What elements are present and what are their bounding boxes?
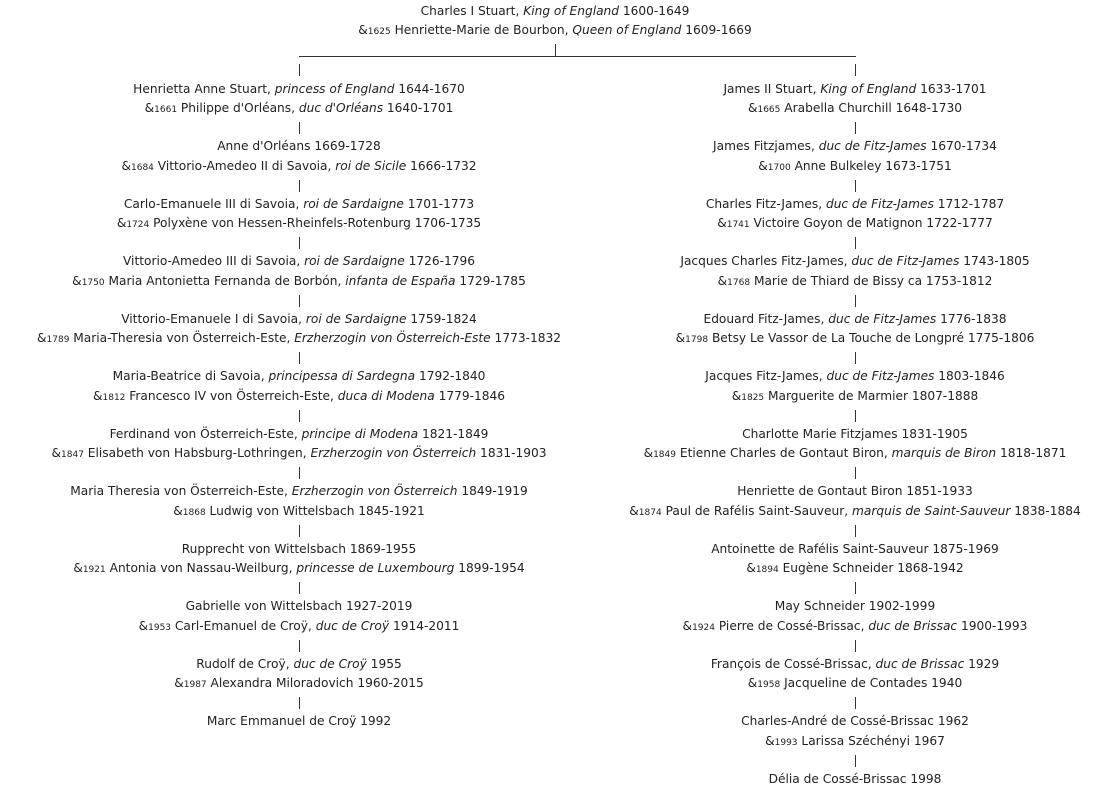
spouse-title: duc d'Orléans — [298, 101, 384, 115]
branch-connector — [299, 56, 856, 57]
person-name: François de Cossé-Brissac, — [710, 656, 876, 671]
person-title: roi de Sardaigne — [305, 311, 407, 326]
marriage-marker: & — [747, 101, 758, 115]
left-descent-connector — [299, 640, 300, 652]
right-person — [705, 369, 1004, 384]
spouse-title: duc de Brissac — [868, 618, 958, 633]
spouse-title: Queen of England — [572, 23, 682, 37]
person-dates: 1712-1787 — [933, 196, 1005, 211]
root-spouse — [358, 23, 751, 40]
marriage-marker: & — [747, 676, 758, 690]
person-name: Charles-André de Cossé-Brissac 1962 — [741, 714, 969, 728]
spouse-name: Maria Antonietta Fernanda de Borbón, — [104, 273, 346, 288]
left-person — [70, 484, 528, 499]
person-title: duc de Fitz-James — [828, 311, 937, 326]
left-person — [121, 312, 477, 327]
right-spouse — [683, 619, 1028, 636]
marriage-year: 1874 — [638, 507, 662, 518]
right-spouse — [765, 734, 945, 751]
left-person — [133, 82, 465, 97]
person-name: Rupprecht von Wittelsbach 1869-1955 — [181, 541, 417, 556]
root-connector — [555, 44, 556, 56]
left-descent-connector — [299, 352, 300, 364]
spouse-name: Ludwig von Wittelsbach 1845-1921 — [205, 503, 425, 518]
left-spouse — [173, 504, 424, 521]
marriage-year: 1812 — [102, 392, 126, 403]
marriage-year: 1665 — [757, 105, 781, 115]
person-name: Charlotte Marie Fitzjames 1831-1905 — [742, 426, 968, 441]
spouse-name: Alexandra Miloradovich 1960-2015 — [206, 676, 424, 690]
marriage-year: 1987 — [183, 680, 207, 690]
person-dates: 1849-1919 — [457, 484, 528, 498]
person-name: Gabrielle von Wittelsbach 1927-2019 — [185, 599, 413, 613]
left-spouse — [72, 274, 526, 291]
person-name: Henrietta Anne Stuart, — [133, 81, 275, 96]
spouse-name: Paul de Rafélis Saint-Sauveur, — [661, 503, 853, 518]
right-descent-connector — [855, 755, 856, 767]
marriage-marker: & — [758, 158, 768, 173]
spouse-name: Etienne Charles de Gontaut Biron, — [675, 446, 892, 460]
marriage-marker: & — [92, 388, 103, 403]
person-title: duc de Brissac — [875, 656, 965, 671]
right-spouse — [718, 274, 993, 291]
left-spouse — [145, 101, 454, 118]
spouse-dates: 1779-1846 — [434, 388, 506, 403]
spouse-dates: 1609-1669 — [681, 23, 752, 37]
marriage-year: 1924 — [692, 622, 715, 633]
spouse-dates: 1899-1954 — [454, 561, 525, 575]
right-descent-connector — [855, 352, 856, 364]
person-title: duc de Fitz-James — [818, 139, 927, 153]
left-spouse — [93, 389, 505, 406]
person-name: Edouard Fitz-James, — [703, 311, 829, 326]
marriage-year: 1849 — [653, 450, 676, 460]
right-spouse — [748, 676, 962, 693]
marriage-year: 1768 — [727, 277, 751, 288]
marriage-year: 1953 — [148, 622, 172, 633]
marriage-year: 1847 — [61, 450, 84, 460]
spouse-title: duca di Modena — [337, 388, 435, 403]
spouse-title: roi de Sicile — [335, 158, 407, 173]
marriage-year: 1798 — [685, 335, 709, 345]
person-name: Anne d'Orléans 1669-1728 — [217, 139, 381, 153]
person-title: roi de Sardaigne — [303, 196, 404, 211]
root-person — [421, 4, 690, 19]
left-person — [217, 139, 381, 154]
person-title: duc de Fitz-James — [825, 196, 934, 211]
right-person — [703, 312, 1006, 327]
spouse-name: Eugène Schneider 1868-1942 — [778, 561, 964, 575]
marriage-marker: & — [174, 676, 184, 690]
spouse-name: Jacqueline de Contades 1940 — [780, 676, 963, 690]
marriage-year: 1868 — [182, 507, 206, 518]
left-descent-connector — [299, 237, 300, 249]
marriage-marker: & — [72, 273, 82, 288]
right-descent-connector — [855, 237, 856, 249]
marriage-marker: & — [746, 561, 756, 575]
person-name: Maria Theresia von Österreich-Este, — [70, 484, 292, 498]
spouse-dates: 1666-1732 — [406, 158, 477, 173]
right-descent-connector — [855, 295, 856, 307]
person-name: Ferdinand von Österreich-Este, — [109, 426, 302, 441]
left-descent-connector — [299, 295, 300, 307]
right-person — [741, 714, 969, 729]
spouse-title: duc de Croÿ — [315, 618, 390, 633]
left-spouse — [52, 446, 547, 463]
marriage-marker: & — [37, 331, 47, 345]
right-spouse — [629, 504, 1080, 521]
left-descent-connector — [299, 410, 300, 422]
person-title: duc de Fitz-James — [851, 254, 960, 268]
marriage-marker: & — [765, 733, 775, 748]
left-spouse — [121, 159, 476, 176]
left-person — [196, 657, 401, 672]
person-dates: 1670-1734 — [926, 139, 997, 153]
spouse-name: Francesco IV von Österreich-Este, — [125, 388, 338, 403]
person-name: Vittorio-Emanuele I di Savoia, — [121, 311, 306, 326]
marriage-year: 1993 — [774, 737, 798, 748]
marriage-year: 1894 — [755, 565, 779, 575]
spouse-name: Philippe d'Orléans, — [177, 101, 299, 115]
marriage-marker: & — [173, 503, 183, 518]
right-descent-connector — [855, 697, 856, 709]
left-person — [124, 197, 474, 212]
spouse-title: princesse de Luxembourg — [296, 561, 455, 575]
right-person — [775, 599, 935, 614]
person-name: Antoinette de Rafélis Saint-Sauveur 1875-1969 — [711, 541, 999, 556]
right-person — [742, 427, 968, 442]
person-title: King of England — [523, 4, 620, 18]
right-descent-connector — [855, 467, 856, 479]
marriage-marker: & — [629, 503, 639, 518]
spouse-name: Victoire Goyon de Matignon 1722-1777 — [749, 216, 993, 230]
left-person — [110, 427, 489, 442]
spouse-title: infanta de España — [345, 273, 456, 288]
spouse-dates: 1773-1832 — [490, 331, 561, 345]
marriage-marker: & — [138, 618, 149, 633]
person-dates: 1776-1838 — [936, 311, 1007, 326]
marriage-year: 1789 — [46, 335, 70, 345]
marriage-year: 1661 — [154, 105, 178, 115]
person-name: Rudolf de Croÿ, — [196, 656, 294, 671]
person-dates: 1803-1846 — [934, 369, 1005, 383]
left-spouse — [139, 619, 460, 636]
left-descent-connector — [299, 180, 300, 192]
right-branch-connector — [855, 64, 856, 76]
spouse-title: marquis de Biron — [891, 446, 997, 460]
spouse-dates: 1900-1993 — [957, 618, 1028, 633]
right-spouse — [746, 561, 963, 578]
person-dates: 1955 — [366, 656, 402, 671]
spouse-name: Carl-Emanuel de Croÿ, — [171, 618, 316, 633]
spouse-name: Polyxène von Hessen-Rheinfels-Rotenburg 1706-1735 — [149, 216, 482, 230]
marriage-marker: & — [116, 216, 127, 230]
person-title: duc de Fitz-James — [826, 369, 935, 383]
spouse-name: Henriette-Marie de Bourbon, — [390, 23, 573, 37]
marriage-year: 1958 — [757, 680, 781, 690]
right-person — [680, 254, 1029, 269]
right-spouse — [676, 331, 1035, 348]
spouse-name: Arabella Churchill 1648-1730 — [780, 101, 963, 115]
left-person — [113, 369, 486, 384]
person-name: Carlo-Emanuele III di Savoia, — [123, 196, 304, 211]
spouse-dates: 1640-1701 — [383, 101, 454, 115]
person-dates: 1701-1773 — [403, 196, 475, 211]
spouse-name: Marguerite de Marmier 1807-1888 — [764, 388, 979, 403]
person-name: Maria-Beatrice di Savoia, — [112, 369, 269, 383]
left-person — [186, 599, 413, 614]
person-dates: 1929 — [964, 656, 1000, 671]
spouse-title: marquis de Saint-Sauveur — [852, 503, 1011, 518]
right-person — [711, 542, 999, 557]
right-person — [711, 657, 999, 672]
marriage-marker: & — [51, 446, 62, 460]
person-name: Jacques Charles Fitz-James, — [680, 254, 852, 268]
person-dates: 1759-1824 — [406, 311, 477, 326]
right-descent-connector — [855, 525, 856, 537]
person-name: May Schneider 1902-1999 — [774, 599, 936, 613]
person-dates: 1633-1701 — [916, 81, 987, 96]
right-descent-connector — [855, 410, 856, 422]
right-person — [769, 772, 942, 787]
right-spouse — [717, 216, 993, 233]
marriage-marker: & — [682, 618, 693, 633]
spouse-name: Pierre de Cossé-Brissac, — [714, 618, 869, 633]
left-descent-connector — [299, 697, 300, 709]
left-spouse — [117, 216, 481, 233]
right-spouse — [758, 159, 951, 176]
spouse-dates: 1729-1785 — [455, 273, 526, 288]
person-name: James II Stuart, — [723, 81, 821, 96]
right-descent-connector — [855, 640, 856, 652]
left-spouse — [37, 331, 561, 348]
person-title: princess of England — [274, 81, 395, 96]
person-title: principe di Modena — [301, 426, 419, 441]
right-person — [737, 484, 973, 499]
left-person — [123, 254, 475, 269]
marriage-year: 1825 — [741, 392, 765, 403]
marriage-year: 1741 — [726, 220, 750, 230]
spouse-name: Marie de Thiard de Bissy ca 1753-1812 — [750, 273, 993, 288]
spouse-name: Larissa Széchényi 1967 — [797, 733, 945, 748]
marriage-marker: & — [358, 23, 368, 37]
marriage-year: 1625 — [367, 27, 391, 37]
spouse-name: Elisabeth von Habsburg-Lothringen, — [83, 446, 311, 460]
marriage-year: 1921 — [82, 565, 106, 575]
left-spouse — [73, 561, 524, 578]
marriage-marker: & — [121, 158, 131, 173]
marriage-year: 1700 — [767, 162, 791, 173]
marriage-marker: & — [643, 446, 654, 460]
spouse-name: Maria-Theresia von Österreich-Este, — [69, 331, 295, 345]
marriage-marker: & — [675, 331, 686, 345]
person-dates: 1821-1849 — [418, 426, 489, 441]
left-descent-connector — [299, 525, 300, 537]
person-title: principessa di Sardegna — [268, 369, 416, 383]
right-person — [706, 197, 1004, 212]
marriage-marker: & — [73, 561, 83, 575]
person-name: Jacques Fitz-James, — [705, 369, 827, 383]
left-spouse — [174, 676, 424, 693]
right-spouse — [732, 389, 979, 406]
person-title: duc de Croÿ — [293, 656, 367, 671]
spouse-name: Antonia von Nassau-Weilburg, — [105, 561, 297, 575]
marriage-year: 1750 — [81, 277, 105, 288]
right-spouse — [644, 446, 1067, 463]
person-name: Vittorio-Amedeo III di Savoia, — [122, 254, 305, 268]
person-name: Marc Emmanuel de Croÿ 1992 — [206, 714, 392, 728]
marriage-year: 1684 — [130, 162, 154, 173]
left-branch-connector — [299, 64, 300, 76]
person-name: Délia de Cossé-Brissac 1998 — [768, 771, 942, 786]
left-descent-connector — [299, 582, 300, 594]
right-person — [713, 139, 997, 154]
marriage-marker: & — [717, 273, 728, 288]
right-descent-connector — [855, 180, 856, 192]
spouse-title: Erzherzogin von Österreich-Este — [294, 331, 491, 345]
left-person — [207, 714, 391, 729]
person-dates: 1600-1649 — [619, 4, 690, 18]
person-dates: 1644-1670 — [394, 81, 465, 96]
left-descent-connector — [299, 122, 300, 134]
spouse-name: Betsy Le Vassor de La Touche de Longpré 1775-1806 — [708, 331, 1035, 345]
marriage-marker: & — [731, 388, 742, 403]
person-title: Erzherzogin von Österreich — [291, 484, 458, 498]
person-name: Charles Fitz-James, — [705, 196, 826, 211]
spouse-title: Erzherzogin von Österreich — [310, 446, 477, 460]
person-dates: 1726-1796 — [404, 254, 476, 268]
person-dates: 1792-1840 — [415, 369, 486, 383]
spouse-name: Vittorio-Amedeo II di Savoia, — [153, 158, 336, 173]
person-title: King of England — [820, 81, 917, 96]
right-descent-connector — [855, 582, 856, 594]
person-name: James Fitzjames, — [713, 139, 819, 153]
person-dates: 1743-1805 — [959, 254, 1030, 268]
right-descent-connector — [855, 122, 856, 134]
spouse-dates: 1838-1884 — [1010, 503, 1081, 518]
marriage-marker: & — [144, 101, 155, 115]
person-name: Charles I Stuart, — [420, 4, 524, 18]
left-person — [182, 542, 417, 557]
right-spouse — [748, 101, 962, 118]
marriage-marker: & — [717, 216, 727, 230]
person-name: Henriette de Gontaut Biron 1851-1933 — [737, 484, 973, 498]
left-descent-connector — [299, 467, 300, 479]
marriage-year: 1724 — [126, 220, 150, 230]
right-person — [723, 82, 986, 97]
spouse-dates: 1914-2011 — [389, 618, 460, 633]
spouse-dates: 1818-1871 — [996, 446, 1067, 460]
person-title: roi de Sardaigne — [304, 254, 405, 268]
spouse-dates: 1831-1903 — [476, 446, 547, 460]
spouse-name: Anne Bulkeley 1673-1751 — [790, 158, 952, 173]
